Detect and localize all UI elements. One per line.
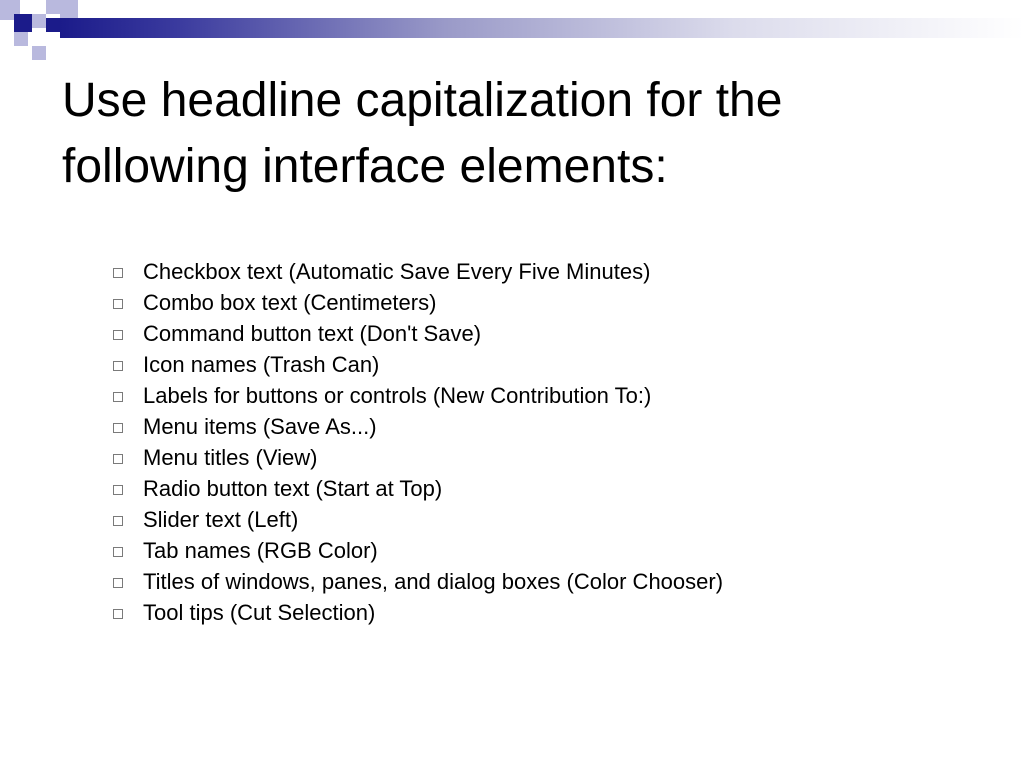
list-item-text: Menu items (Save As...) bbox=[143, 413, 377, 439]
list-item bbox=[113, 504, 723, 535]
hollow-square-bullet-icon bbox=[113, 361, 123, 371]
list-item-text: Checkbox text (Automatic Save Every Five Minutes) bbox=[143, 258, 651, 284]
hollow-square-bullet-icon bbox=[113, 547, 123, 557]
list-item-text: Titles of windows, panes, and dialog boxes (Color Chooser) bbox=[143, 568, 724, 594]
hollow-square-bullet-icon bbox=[113, 330, 123, 340]
hollow-square-bullet-icon bbox=[113, 392, 123, 402]
list-item-text: Command button text (Don't Save) bbox=[143, 320, 482, 346]
list-item bbox=[113, 287, 723, 318]
list-item-text: Tab names (RGB Color) bbox=[143, 537, 378, 563]
header-gradient-bar bbox=[60, 18, 1024, 38]
hollow-square-bullet-icon bbox=[113, 578, 123, 588]
list-item-text: Labels for buttons or controls (New Contribution To:) bbox=[143, 382, 652, 408]
list-item-text: Slider text (Left) bbox=[143, 506, 299, 532]
slide-title: Use headline capitalization for the following interface elements: bbox=[62, 74, 783, 193]
list-item bbox=[113, 597, 723, 628]
hollow-square-bullet-icon bbox=[113, 485, 123, 495]
list-item bbox=[113, 318, 723, 349]
hollow-square-bullet-icon bbox=[113, 609, 123, 619]
list-item bbox=[113, 473, 723, 504]
list-item-text: Tool tips (Cut Selection) bbox=[143, 599, 376, 625]
list-item-text: Menu titles (View) bbox=[143, 444, 318, 470]
hollow-square-bullet-icon bbox=[113, 423, 123, 433]
list-item-text: Radio button text (Start at Top) bbox=[143, 475, 443, 501]
hollow-square-bullet-icon bbox=[113, 454, 123, 464]
list-item bbox=[113, 380, 723, 411]
hollow-square-bullet-icon bbox=[113, 268, 123, 278]
list-item bbox=[113, 349, 723, 380]
hollow-square-bullet-icon bbox=[113, 299, 123, 309]
list-item-text: Icon names (Trash Can) bbox=[143, 351, 380, 377]
list-item bbox=[113, 535, 723, 566]
list-item-text: Combo box text (Centimeters) bbox=[143, 289, 437, 315]
list-item bbox=[113, 566, 723, 597]
hollow-square-bullet-icon bbox=[113, 516, 123, 526]
bullet-list bbox=[113, 256, 723, 628]
list-item bbox=[113, 256, 723, 287]
list-item bbox=[113, 411, 723, 442]
list-item bbox=[113, 442, 723, 473]
